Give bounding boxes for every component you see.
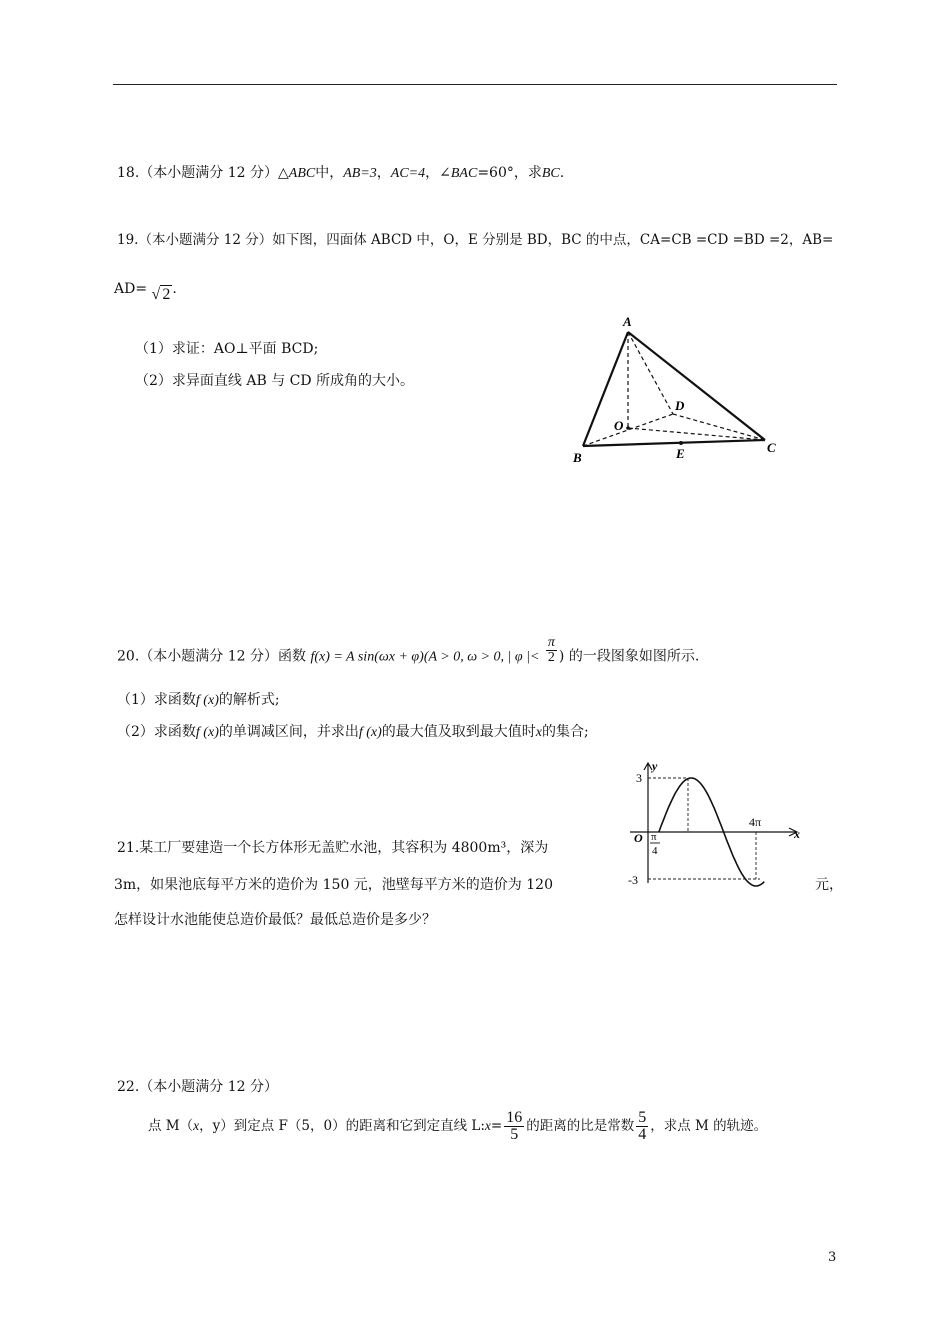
question-20-sub1: （1）求函数f (x)的解析式; xyxy=(117,692,280,708)
question-22-body: 点 M（x，y）到定点 F（5，0）的距离和它到定直线 L:x= $\frac{16}{5}$ 的距离的比是常数 $\frac{5}{4}$ ，求点 M 的轨迹。 xyxy=(148,1109,768,1143)
label-e: E xyxy=(676,446,685,461)
y-axis-label: y xyxy=(652,759,658,773)
question-21-yuan: 元， xyxy=(815,877,843,893)
question-20-line1: 20.（本小题满分 12 分）函数 f(x) = A sin(ωx + φ)(A > 0, ω > 0, | φ |< $\frac{\pi}{2}$ ) 的一段图象如图所示. xyxy=(117,635,700,665)
question-22-head: 22.（本小题满分 12 分） xyxy=(117,1079,278,1095)
x-tick-label: 4π xyxy=(749,815,762,829)
question-19-line2: AD= √ 2 . xyxy=(114,281,177,303)
label-d: D xyxy=(675,398,685,413)
label-b: B xyxy=(573,450,582,465)
question-20-sub2: （2）求函数f (x)的单调减区间，并求出f (x)的最大值及取到最大值时x的集合; xyxy=(117,724,589,740)
question-21-line2: 3m，如果池底每平方米的造价为 150 元，池壁每平方米的造价为 120 xyxy=(114,877,553,893)
question-21-line3: 怎样设计水池能使总造价最低？最低总造价是多少？ xyxy=(114,912,436,928)
pi-tick-den: 4 xyxy=(652,845,658,857)
label-c: C xyxy=(767,440,776,455)
origin-label: O xyxy=(634,831,643,845)
page-number: 3 xyxy=(828,1250,837,1265)
pi-over-two: $\frac{\pi}{2}$ xyxy=(547,635,555,665)
question-18: 18.（本小题满分 12 分）△ABC中，AB=3，AC=4，∠BAC=60°，求BC. xyxy=(117,165,565,181)
question-19-sub1: （1）求证：AO⊥平面 BCD; xyxy=(135,341,319,357)
label-o: O xyxy=(614,418,624,433)
tetrahedron-figure xyxy=(565,310,790,470)
question-19-sub2: （2）求异面直线 AB 与 CD 所成角的大小。 xyxy=(135,373,415,389)
guide-lines xyxy=(648,778,760,879)
fraction-16-5: $\frac{16}{5}$ xyxy=(506,1109,523,1143)
header-rule xyxy=(113,84,837,85)
sine-graph xyxy=(622,758,807,890)
question-21-line1: 21.某工厂要建造一个长方体形无盖贮水池，其容积为 4800m³，深为 xyxy=(117,840,549,856)
fraction-5-4: $\frac{5}{4}$ xyxy=(638,1109,647,1143)
x-axis-label: x xyxy=(794,827,800,841)
label-a: A xyxy=(623,314,632,329)
y-max-label: 3 xyxy=(636,771,642,785)
question-19-line1: 19.（本小题满分 12 分）如下图，四面体 ABCD 中，O，E 分别是 BD，BC 的中点，CA=CB =CD =BD =2，AB= xyxy=(117,232,834,248)
pi-tick-num: π xyxy=(651,831,657,843)
sqrt-two: √ 2 xyxy=(151,286,171,303)
y-min-label: -3 xyxy=(628,873,638,887)
